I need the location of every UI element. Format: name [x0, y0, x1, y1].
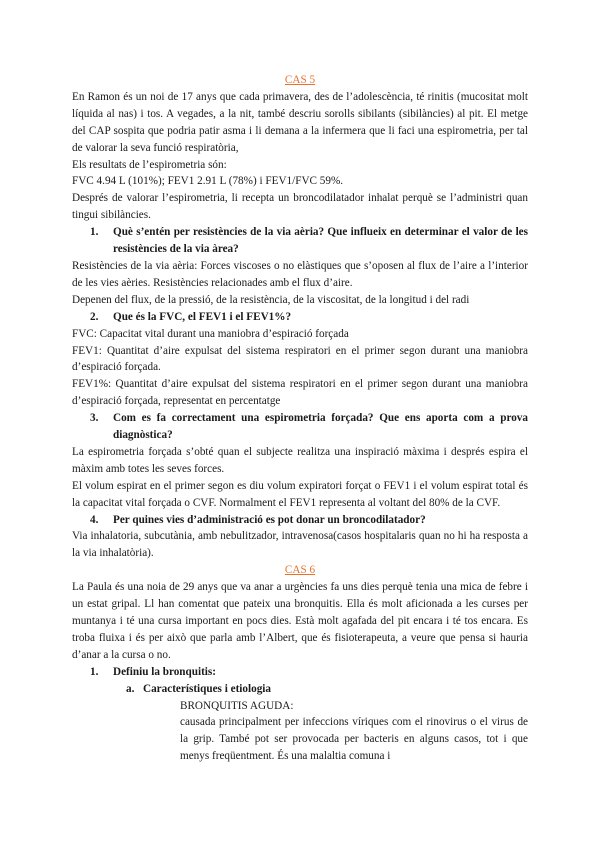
- subquestion-text: Característiques i etiologia: [143, 682, 272, 695]
- case5-results: FVC 4.94 L (101%); FEV1 2.91 L (78%) i FEV1/FVC 59%.: [72, 175, 344, 188]
- question-number: 4.: [90, 513, 99, 526]
- answer-paragraph: FEV1: Quantitat d’aire expulsat del sistema respiratori en el primer segon durant una maniobra d’espiració forçada.: [72, 344, 528, 374]
- answer-paragraph: FEV1%: Quantitat d’aire expulsat del sistema respiratori en el primer segon durant una maniobra d’espiració forçada, representat en percentatge: [72, 378, 528, 408]
- question-1: [72, 224, 528, 258]
- answer-paragraph: FVC: Capacitat vital durant una maniobra d’espiració forçada: [72, 327, 349, 340]
- answer-paragraph: La espirometria forçada s’obté quan el subjecte realitza una inspiració màxima i després espira el màxim amb totes les seves forces.: [72, 445, 528, 475]
- case6-intro: La Paula és una noia de 29 anys que va anar a urgències fa uns dies perquè tenia una mica de febre i un estat gripal. Ll han comentat que pateix una bronquitis. Ella és molt aficionada a les curses per muntanya i té una cursa important en pocs dies. Està molt agafada del pit encara i té tos encara. Es troba fluixa i és per això que parla amb l’Albert, que és fisioterapeuta, a veure que pensa si hauria d’anar a la cursa o no.: [72, 581, 528, 661]
- question-text: Què s’entén per resistències de la via aèria? Que influeix en determinar el valor de les resistències de la via àrea?: [113, 226, 528, 256]
- case6-question-1: [72, 664, 528, 681]
- section-body: causada principalment per infeccions víriques com el rinovirus o el virus de la grip. També pot ser provocada per bacteris en alguns casos, tot i que menys freqüentment. És una malaltia comuna i: [180, 716, 528, 763]
- case5-results-label: Els resultats de l’espirometria són:: [72, 158, 227, 171]
- question-2: [72, 309, 528, 326]
- case5-title: CAS 5: [284, 74, 316, 86]
- answer-paragraph: Depenen del flux, de la pressió, de la resistència, de la viscositat, de la longitud i del radi: [72, 293, 470, 306]
- question-number: 3.: [90, 412, 99, 425]
- case6-title: CAS 6: [284, 564, 316, 577]
- question-4: [72, 512, 528, 529]
- answer-paragraph: Resistències de la via aèria: Forces viscoses o no elàstiques que s’oposen al flux de l’aire a l’interior de les vies aèries. Resistències relacionades amb el flux d’aire.: [72, 259, 528, 289]
- question-number: 1.: [90, 226, 99, 239]
- answer-paragraph: Via inhalatoria, subcutània, amb nebulitzador, intravenosa(casos hospitalaris quan no hi ha resposta a la via inhalatòria).: [72, 530, 528, 560]
- question-text: Que és la FVC, el FEV1 i el FEV1%?: [113, 310, 292, 323]
- case5-intro: En Ramon és un noi de 17 anys que cada primavera, des de l’adolescència, té rinitis (mucositat molt líquida al nas) i tos. A vegades, a la nit, també descriu sorolls sibilants (sibilàncies) al pit. El metge del CAP sospita que podria patir asma i li demana a la infermera que li faci una espirometria, per tal de valorar la seva funció respiratòria,: [72, 90, 528, 154]
- answer-paragraph: El volum espirat en el primer segon es diu volum expiratori forçat o FEV1 i el volum espirat total és la capacitat vital forçada o CVF. Normalment el FEV1 representa al voltant del 80% de la CVF.: [72, 479, 528, 509]
- case5-after: Després de valorar l’espirometria, li recepta un broncodilatador inhalat perquè se l’administri quan tingui sibilàncies.: [72, 192, 528, 222]
- subquestion-letter: a.: [126, 682, 135, 695]
- question-text: Per quines vies d’administració es pot donar un broncodilatador?: [113, 513, 426, 526]
- question-text: Definiu la bronquitis:: [113, 665, 216, 678]
- case6-subquestion-a: [72, 681, 528, 698]
- section-heading: BRONQUITIS AGUDA:: [180, 699, 294, 712]
- question-number: 2.: [90, 310, 99, 323]
- question-number: 1.: [90, 665, 99, 678]
- question-3: [72, 410, 528, 444]
- question-text: Com es fa correctament una espirometria forçada? Que ens aporta com a prova diagnòstica?: [113, 412, 528, 442]
